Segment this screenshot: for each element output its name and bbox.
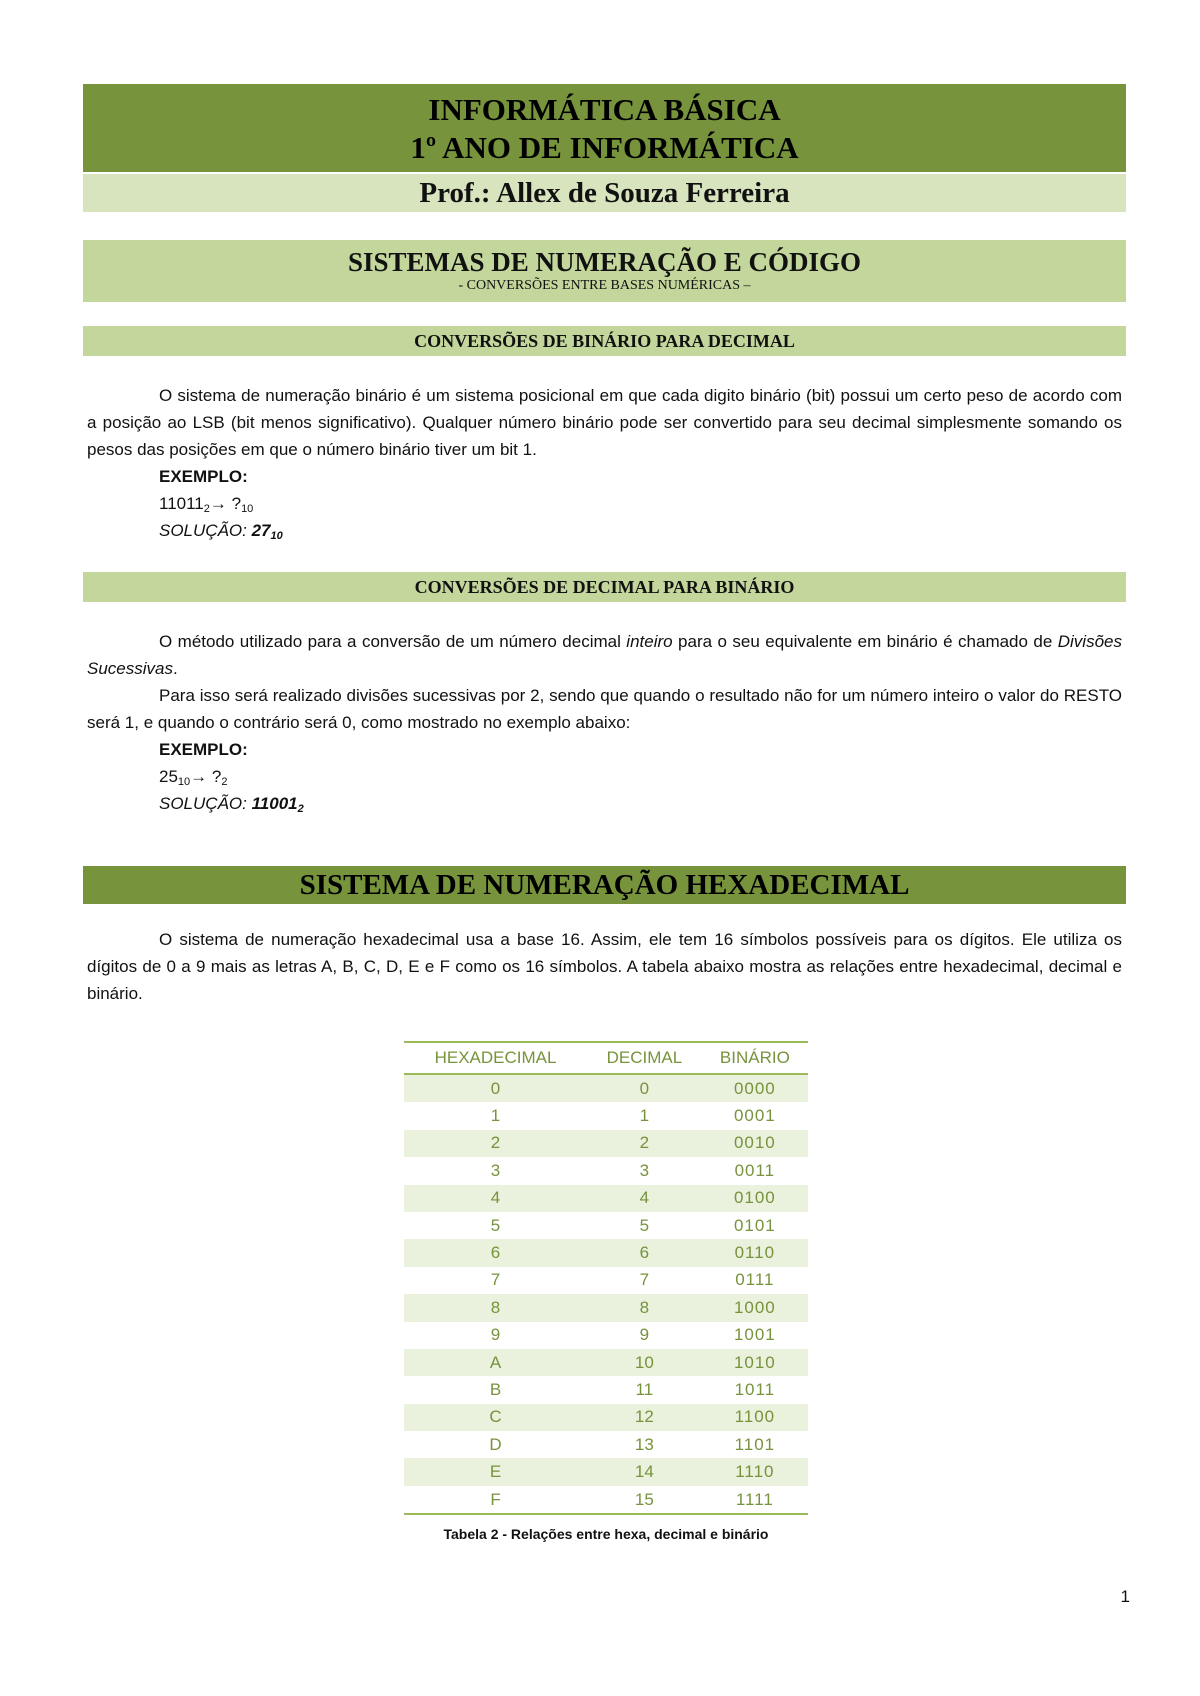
cell-decimal: 11	[635, 1379, 654, 1399]
table-row	[404, 1239, 808, 1266]
course-year: 1º ANO DE INFORMÁTICA	[410, 130, 799, 165]
table-row	[404, 1102, 808, 1129]
cell-binary: 0110	[702, 1239, 808, 1266]
cell-decimal: 15	[587, 1486, 702, 1514]
cell-decimal: 7	[639, 1270, 650, 1290]
header-title-box	[83, 84, 1126, 172]
cell-hexadecimal: F	[404, 1486, 587, 1514]
table-row	[404, 1431, 808, 1458]
table-row	[404, 1130, 808, 1157]
section-title: SISTEMAS DE NUMERAÇÃO E CÓDIGO	[347, 247, 862, 277]
cell-binary: 0101	[733, 1215, 776, 1235]
solution-base: 2	[297, 803, 304, 815]
paragraph-text: para o seu equivalente em binário é chamado de	[672, 632, 1058, 651]
target-base: 2	[221, 776, 228, 788]
hexadecimal-paragraph: O sistema de numeração hexadecimal usa a base 16. Assim, ele tem 16 símbolos possíveis para os dígitos. Ele utiliza os dígitos de 0 a 9 mais as letras A, B, C, D, E e F como os 16 símbolos. A tabela abaixo mostra as relações entre hexadecimal, decimal e binário.	[87, 930, 1122, 1003]
table-row	[404, 1486, 808, 1514]
arrow-icon: → ?	[190, 767, 222, 786]
solution-label: SOLUÇÃO:	[159, 794, 252, 813]
arrow-icon: → ?	[209, 494, 242, 513]
table-row	[404, 1212, 808, 1239]
cell-binary: 0001	[733, 1106, 776, 1126]
heading-binary-to-decimal: CONVERSÕES DE BINÁRIO PARA DECIMAL	[83, 326, 1126, 356]
table-row	[404, 1349, 808, 1376]
cell-binary: 1111	[702, 1486, 808, 1514]
example-label: EXEMPLO:	[159, 740, 248, 759]
binary-to-decimal-body	[87, 382, 1122, 544]
cell-hexadecimal: 9	[490, 1325, 501, 1345]
emphasis-inteiro: inteiro	[626, 632, 673, 651]
document-header	[83, 84, 1126, 212]
column-header-hexadecimal: HEXADECIMAL	[404, 1042, 587, 1074]
table-row	[404, 1157, 808, 1184]
cell-decimal: 1	[639, 1106, 650, 1126]
table-header-row	[404, 1042, 808, 1074]
cell-decimal: 8	[587, 1294, 702, 1321]
cell-hexadecimal: B	[489, 1379, 502, 1399]
cell-hexadecimal: 0	[404, 1074, 587, 1102]
solution-value: 27	[251, 521, 271, 540]
target-base: 10	[241, 503, 254, 515]
cell-hexadecimal: 2	[404, 1130, 587, 1157]
table-row	[404, 1294, 808, 1321]
cell-hexadecimal: 1	[490, 1106, 501, 1126]
column-header-binary: BINÁRIO	[702, 1042, 808, 1074]
table-row	[404, 1458, 808, 1485]
cell-hexadecimal: 6	[404, 1239, 587, 1266]
example-expression	[87, 490, 1122, 517]
cell-decimal: 14	[587, 1458, 702, 1485]
cell-binary: 0100	[702, 1185, 808, 1212]
decimal-to-binary-paragraph-1	[87, 628, 1122, 682]
hex-decimal-binary-table	[404, 1041, 808, 1515]
cell-hexadecimal: 8	[404, 1294, 587, 1321]
cell-binary: 0000	[702, 1074, 808, 1102]
cell-hexadecimal: C	[404, 1404, 587, 1431]
cell-binary: 0011	[734, 1160, 776, 1180]
heading-hexadecimal-system: SISTEMA DE NUMERAÇÃO HEXADECIMAL	[83, 866, 1126, 904]
decimal-to-binary-body	[87, 628, 1122, 817]
cell-binary: 0111	[735, 1270, 775, 1290]
table-row	[404, 1185, 808, 1212]
cell-binary: 1110	[702, 1458, 808, 1485]
example-label: EXEMPLO:	[159, 467, 248, 486]
cell-hexadecimal: 3	[490, 1160, 501, 1180]
example-number: 25	[159, 767, 178, 786]
binary-to-decimal-paragraph: O sistema de numeração binário é um sistema posicional em que cada digito binário (bit) possui um certo peso de acordo com a posição ao LSB (bit menos significativo). Qualquer número binário pode ser convertido para seu decimal simplesmente somando os pesos das posições em que o número binário tiver um bit 1.	[87, 386, 1122, 459]
table-row	[404, 1376, 808, 1403]
cell-hexadecimal: E	[404, 1458, 587, 1485]
emphasis-divisoes: Divisões Sucessivas	[87, 632, 1122, 678]
cell-decimal: 10	[587, 1349, 702, 1376]
heading-decimal-to-binary: CONVERSÕES DE DECIMAL PARA BINÁRIO	[83, 572, 1126, 602]
decimal-to-binary-paragraph-2: Para isso será realizado divisões sucessivas por 2, sendo que quando o resultado não for um número inteiro o valor do RESTO será 1, e quando o contrário será 0, como mostrado no exemplo abaixo:	[87, 686, 1122, 732]
table-row	[404, 1267, 808, 1294]
example-number: 11011	[159, 494, 204, 513]
section-banner-numbering-systems	[83, 240, 1126, 302]
table-row	[404, 1404, 808, 1431]
cell-hexadecimal: D	[489, 1434, 502, 1454]
table-caption: Tabela 2 - Relações entre hexa, decimal e binário	[443, 1526, 769, 1542]
example-base: 2	[203, 503, 210, 515]
cell-binary: 1010	[702, 1349, 808, 1376]
section-subtitle: - CONVERSÕES ENTRE BASES NUMÉRICAS –	[458, 278, 751, 293]
cell-decimal: 2	[587, 1130, 702, 1157]
cell-hexadecimal: 7	[490, 1270, 501, 1290]
solution-base: 10	[270, 530, 283, 542]
cell-binary: 1001	[733, 1325, 776, 1345]
example-expression	[87, 763, 1122, 790]
paragraph-text: O método utilizado para a conversão de um número decimal	[159, 632, 627, 651]
cell-decimal: 4	[587, 1185, 702, 1212]
cell-decimal: 12	[587, 1404, 702, 1431]
course-title: INFORMÁTICA BÁSICA	[428, 92, 781, 127]
cell-decimal: 9	[639, 1325, 650, 1345]
cell-binary: 1101	[734, 1434, 776, 1454]
column-header-decimal: DECIMAL	[587, 1042, 702, 1074]
cell-binary: 0010	[702, 1130, 808, 1157]
cell-binary: 1011	[734, 1379, 776, 1399]
professor-name: Prof.: Allex de Souza Ferreira	[83, 174, 1126, 212]
cell-decimal: 6	[587, 1239, 702, 1266]
cell-decimal: 5	[639, 1215, 650, 1235]
cell-decimal: 13	[634, 1434, 654, 1454]
hexadecimal-body	[87, 926, 1122, 1007]
cell-hexadecimal: 5	[490, 1215, 501, 1235]
table-row	[404, 1322, 808, 1349]
cell-binary: 1100	[702, 1404, 808, 1431]
solution-label: SOLUÇÃO:	[159, 521, 252, 540]
paragraph-text: .	[172, 659, 178, 678]
cell-hexadecimal: A	[404, 1349, 587, 1376]
solution-line	[87, 517, 1122, 544]
solution-value: 11001	[251, 794, 298, 813]
table-row	[404, 1074, 808, 1102]
cell-hexadecimal: 4	[404, 1185, 587, 1212]
example-base: 10	[177, 776, 191, 788]
solution-line	[87, 790, 1122, 817]
cell-decimal: 0	[587, 1074, 702, 1102]
page-number: 1	[1120, 1587, 1130, 1606]
cell-binary: 1000	[702, 1294, 808, 1321]
cell-decimal: 3	[639, 1160, 650, 1180]
